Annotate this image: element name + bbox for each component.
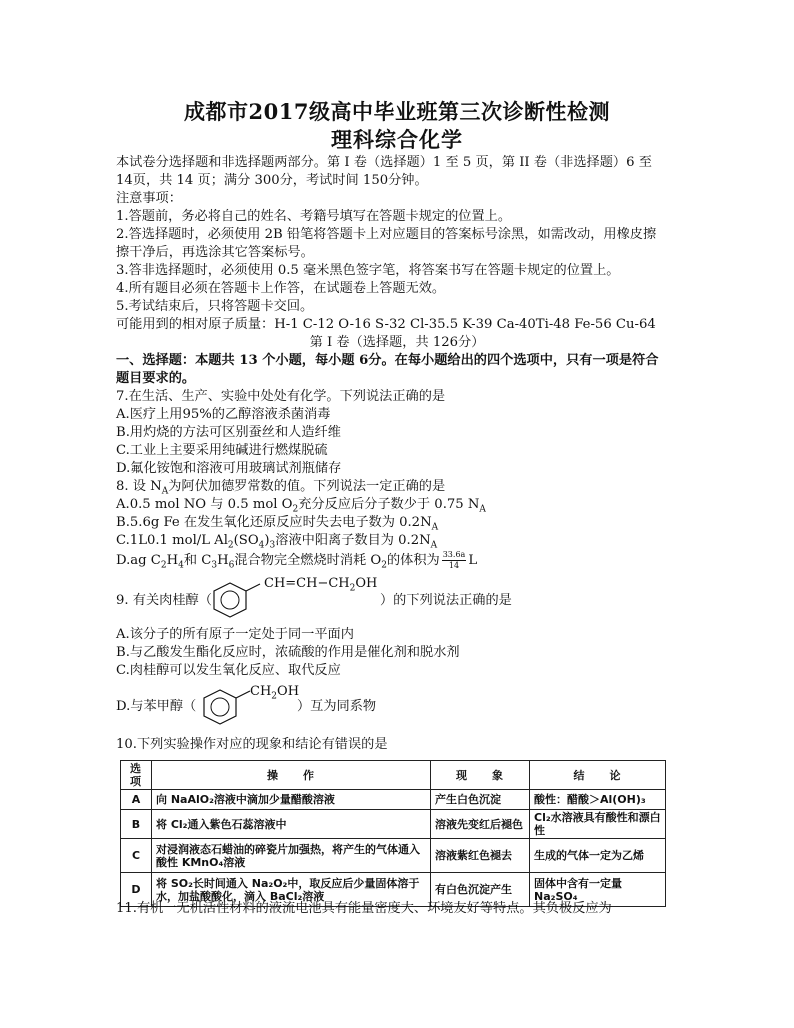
q8-c-text-2: (SO (233, 533, 259, 548)
col-operation-header: 操 作 (152, 761, 431, 790)
fraction-denominator: 14 (448, 561, 460, 570)
row-conclusion: 固体中含有一定量 Na₂SO₄ (530, 873, 666, 907)
atomic-masses: 可能用到的相对原子质量：H-1 C-12 O-16 S-32 Cl-35.5 K-39 Ca-40Ti-48 Fe-56 Cu-64 (116, 317, 656, 332)
q9-d-formula-text: CH (250, 684, 272, 699)
col-conclusion-header: 结 论 (530, 761, 666, 790)
q9-d-formula (250, 683, 299, 701)
q8-c-text-1: C.1L0.1 mol/L Al (116, 533, 228, 548)
q8-d-text-2: H (166, 553, 179, 568)
row-conclusion: 酸性：醋酸＞Al(OH)₃ (530, 790, 666, 810)
q9-option-a: A.该分子的所有原子一定处于同一平面内 (116, 627, 354, 642)
q8-d-text-6: 的体积为 (386, 553, 440, 568)
row-phenomenon: 溶液紫红色褪去 (431, 839, 530, 873)
q8-a-text-2: 充分反应后分子数少于 0.75 N (298, 497, 480, 512)
q8-c-text-4: 溶液中阳离子数目为 0.2N (275, 533, 431, 548)
row-operation: 将 SO₂长时间通入 Na₂O₂中，取反应后少量固体溶于水，加盐酸酸化，滴入 BaCl₂溶液 (152, 873, 431, 907)
q9-stem-a: 9. 有关肉桂醇（ (116, 593, 212, 608)
q8-option-d (116, 550, 477, 571)
q8-d-text-5: 混合物完全燃烧时消耗 O (234, 553, 382, 568)
exam-title: 成都市2017级高中毕业班第三次诊断性检测 (184, 99, 610, 124)
q10-stem: 10.下列实验操作对应的现象和结论有错误的是 (116, 737, 388, 752)
q8-c-sub-1: 2 (227, 540, 234, 551)
q8-option-a (116, 496, 486, 514)
row-operation: 对浸润液态石蜡油的碎瓷片加强热，将产生的气体通入酸性 KMnO₄溶液 (152, 839, 431, 873)
q9-d-formula-sub: 2 (271, 691, 278, 702)
q7-option-b: B.用灼烧的方法可区别蚕丝和人造纤维 (116, 425, 341, 440)
q9-stem-b: ）的下列说法正确的是 (380, 593, 512, 608)
notice-title: 注意事项： (116, 191, 182, 206)
intro-line-2: 14页，共 14 页；满分 300分，考试时间 150分钟。 (116, 173, 428, 188)
row-phenomenon: 产生白色沉淀 (431, 790, 530, 810)
q8-d-sub-5: 2 (381, 560, 387, 571)
row-phenomenon: 溶液先变红后褪色 (431, 810, 530, 839)
q8-d-text-1: D.ag C (116, 553, 161, 568)
q8-c-sub-3: 3 (269, 540, 276, 551)
q8-d-sub-2: 4 (178, 560, 184, 571)
table-row (121, 810, 666, 839)
q8-b-text: B.5.6g Fe 在发生氧化还原反应时失去电子数为 0.2N (116, 515, 432, 530)
q10-table (120, 760, 666, 907)
q9-option-d-a: D.与苯甲醇（ (116, 699, 197, 714)
row-conclusion: 生成的气体一定为乙烯 (530, 839, 666, 873)
intro-line-1: 本试卷分选择题和非选择题两部分。第 I 卷（选择题）1 至 5 页，第 II 卷（非选择题）6 至 (116, 155, 652, 170)
q9-d-formula-end: OH (277, 684, 300, 699)
q9-formula-sub: 2 (349, 583, 356, 594)
q8-a-text-1: A.0.5 mol NO 与 0.5 mol O (116, 497, 293, 512)
q11-stem: 11.有机一无机活性材料的液流电池具有能量密度大、环境友好等特点。其负极反应为 (116, 901, 612, 916)
row-option: B (121, 810, 152, 839)
q9-option-d-b: ）互为同系物 (297, 699, 377, 714)
notice-2b: 擦干净后，再选涂其它答案标号。 (116, 245, 314, 260)
q7-option-c: C.工业上主要采用纯碱进行燃煤脱硫 (116, 443, 328, 458)
notice-3: 3.答非选择题时，必须使用 0.5 毫米黑色签字笔，将答案书写在答题卡规定的位置上。 (116, 263, 620, 278)
q8-a-sub-2: A (479, 504, 486, 515)
q8-d-sub-4: 6 (228, 560, 235, 571)
section-1-line-2: 题目要求的。 (116, 371, 196, 386)
col-phenomenon-header: 现 象 (431, 761, 530, 790)
q9-formula-end: OH (355, 576, 378, 591)
row-operation: 将 Cl₂通入紫色石蕊溶液中 (152, 810, 431, 839)
q8-d-unit: L (468, 553, 478, 568)
table-row (121, 790, 666, 810)
row-option: A (121, 790, 152, 810)
q9-option-b: B.与乙酸发生酯化反应时，浓硫酸的作用是催化剂和脱水剂 (116, 645, 460, 660)
q8-stem (116, 478, 445, 496)
q7-stem: 7.在生活、生产、实验中处处有化学。下列说法正确的是 (116, 389, 446, 404)
col-option-header: 选项 (121, 761, 152, 790)
row-operation: 向 NaAlO₂溶液中滴加少量醋酸溶液 (152, 790, 431, 810)
q8-d-sub-1: 2 (160, 560, 167, 571)
q8-stem-sub: A (161, 486, 169, 497)
row-option: C (121, 839, 152, 873)
q8-b-sub: A (431, 522, 439, 533)
q8-c-text-3: ) (264, 533, 270, 548)
q8-fraction (442, 550, 467, 571)
fraction-numerator: 33.6a (442, 550, 466, 559)
exam-subtitle: 理科综合化学 (331, 127, 463, 152)
q9-formula (264, 575, 377, 593)
table-header-row (121, 761, 666, 790)
q8-c-sub-2: 4 (258, 540, 265, 551)
row-option: D (121, 873, 152, 907)
q8-a-sub-1: 2 (292, 504, 299, 515)
notice-4: 4.所有题目必须在答题卡上作答，在试题卷上答题无效。 (116, 281, 446, 296)
q8-d-text-4: H (217, 553, 229, 568)
q9-option-c: C.肉桂醇可以发生氧化反应、取代反应 (116, 663, 341, 678)
notice-5: 5.考试结束后，只将答题卡交回。 (116, 299, 314, 314)
q8-option-c (116, 532, 437, 550)
q7-option-a: A.医疗上用95%的乙醇溶液杀菌消毒 (116, 407, 331, 422)
section-1-line-1: 一、选择题：本题共 13 个小题，每小题 6分。在每小题给出的四个选项中，只有一项是符合 (116, 353, 659, 368)
q8-stem-text-b: 为阿伏加德罗常数的值。下列说法一定正确的是 (168, 479, 446, 494)
notice-1: 1.答题前，务必将自己的姓名、考籍号填写在答题卡规定的位置上。 (116, 209, 512, 224)
table-row (121, 839, 666, 873)
row-phenomenon: 有白色沉淀产生 (431, 873, 530, 907)
q8-c-sub-4: A (430, 540, 438, 551)
notice-2a: 2.答选择题时，必须使用 2B 铅笔将答题卡上对应题目的答案标号涂黑，如需改动，用橡皮擦 (116, 227, 657, 242)
q7-option-d: D.氟化铵饱和溶液可用玻璃试剂瓶储存 (116, 461, 342, 476)
q8-stem-text-a: 8. 设 N (116, 479, 162, 494)
q8-d-text-3: 和 C (183, 553, 212, 568)
row-conclusion: Cl₂水溶液具有酸性和漂白性 (530, 810, 666, 839)
part-1-heading: 第 I 卷（选择题，共 126分） (309, 335, 485, 350)
q8-d-sub-3: 3 (211, 560, 218, 571)
q9-formula-text: CH=CH−CH (264, 576, 350, 591)
q8-option-b (116, 514, 438, 532)
